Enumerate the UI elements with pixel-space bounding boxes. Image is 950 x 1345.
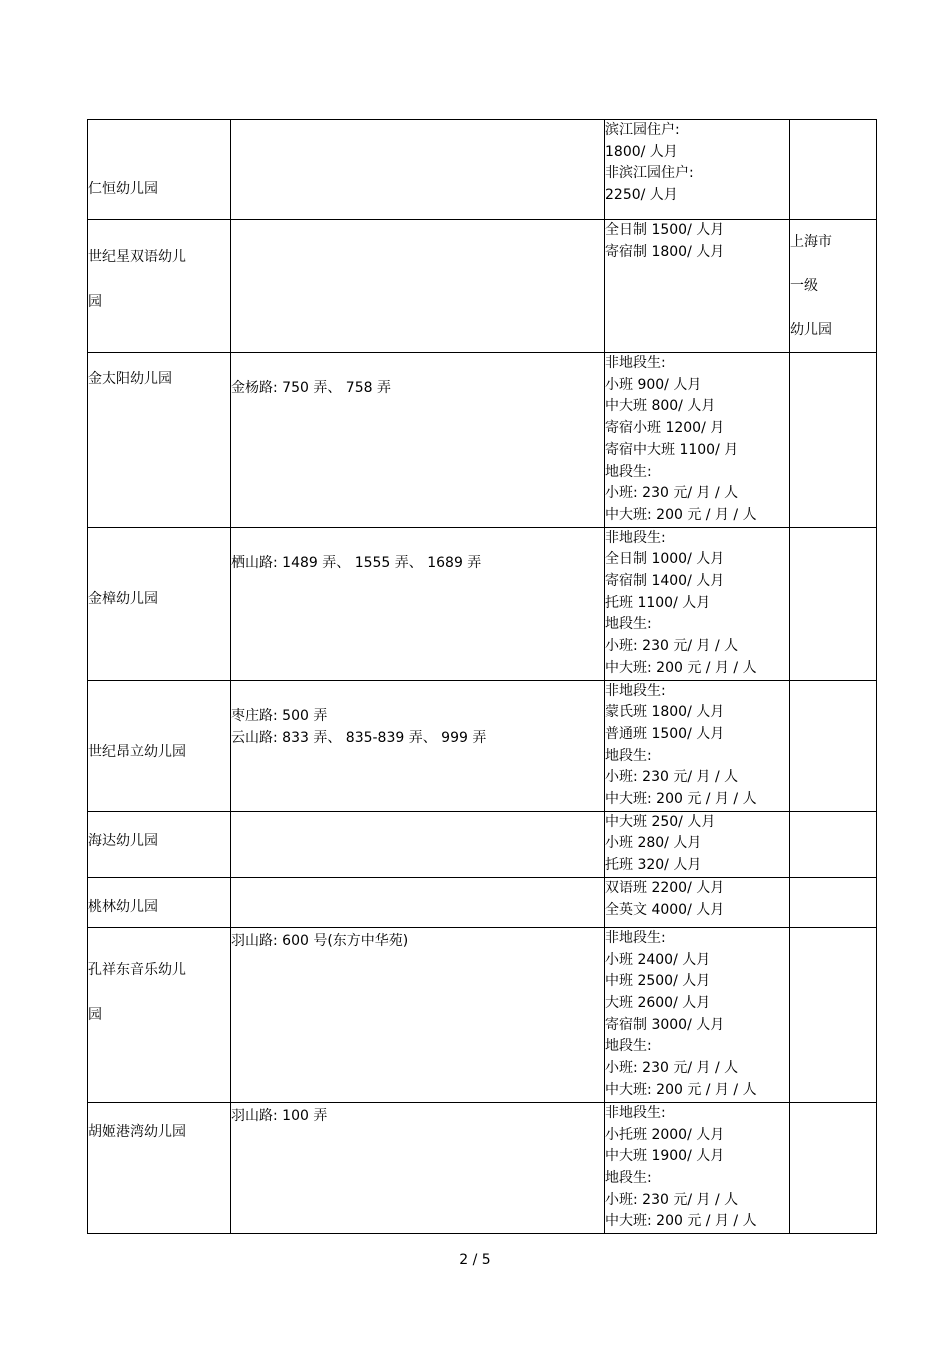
rank-cell-line: 一级 [790,278,818,294]
fee-cell-line: 非地段生: [605,929,666,946]
rank-cell [790,680,877,811]
kindergarten-name-cell [88,220,231,353]
fee-cell-line: 滨江园住户: [605,122,680,138]
fee-cell-line: 普通班 1500/ 人月 [605,725,725,742]
kindergarten-table [87,119,877,1234]
fee-cell-line: 寄宿制 1800/ 人月 [605,243,725,260]
kindergarten-name-cell [88,811,231,877]
fee-cell-line: 1800/ 人月 [605,143,678,160]
kindergarten-name-cell [88,927,231,1102]
kindergarten-name-cell-line: 世纪星双语幼儿 [88,249,186,265]
table-row [88,527,877,680]
kindergarten-name-cell-line: 海达幼儿园 [88,832,158,849]
kindergarten-name-cell [88,120,231,220]
rank-cell-line: 幼儿园 [790,322,832,338]
fee-cell [605,353,790,528]
address-cell-line: 栖山路: 1489 弄、 1555 弄、 1689 弄 [231,554,482,571]
kindergarten-name-cell-line: 世纪昂立幼儿园 [88,743,186,760]
address-cell [231,811,605,877]
fee-cell-line: 托班 320/ 人月 [605,857,702,874]
table-row [88,353,877,528]
rank-cell [790,877,877,927]
fee-cell-line: 地段生: [605,616,652,633]
table-row [88,877,877,927]
address-cell [231,1102,605,1233]
fee-cell-line: 寄宿小班 1200/ 月 [605,420,725,437]
kindergarten-name-cell-line: 仁恒幼儿园 [88,181,158,197]
fee-cell [605,220,790,353]
fee-cell-line: 中大班 250/ 人月 [605,813,716,830]
fee-cell-line: 中班 2500/ 人月 [605,973,711,990]
table-row [88,680,877,811]
fee-cell [605,927,790,1102]
fee-cell-line: 寄宿制 1400/ 人月 [605,573,725,590]
fee-cell-line: 地段生: [605,463,652,480]
kindergarten-name-cell-line: 园 [88,294,102,310]
fee-cell-line: 全英文 4000/ 人月 [605,901,725,918]
rank-cell-line: 上海市 [790,234,832,250]
kindergarten-name-cell-line: 胡姬港湾幼儿园 [88,1123,186,1140]
address-cell-line: 羽山路: 100 弄 [231,1107,328,1124]
page-number: 2 / 5 [459,1252,491,1268]
fee-cell-line: 地段生: [605,1038,652,1055]
address-cell-line: 枣庄路: 500 弄 [231,707,328,724]
kindergarten-name-cell [88,877,231,927]
fee-cell-line: 中大班: 200 元 / 月 / 人 [605,791,757,808]
kindergarten-name-cell-line: 桃林幼儿园 [88,898,158,915]
fee-cell-line: 地段生: [605,1169,652,1186]
fee-cell-line: 中大班: 200 元 / 月 / 人 [605,659,757,676]
fee-cell-line: 非地段生: [605,355,666,371]
fee-cell-line: 寄宿中大班 1100/ 月 [605,441,739,458]
fee-cell-line: 中大班 1900/ 人月 [605,1148,725,1165]
fee-cell-line: 小班: 230 元/ 月 / 人 [605,485,739,502]
fee-cell [605,811,790,877]
fee-cell-line: 小班: 230 元/ 月 / 人 [605,1060,739,1077]
kindergarten-name-cell [88,680,231,811]
fee-cell-line: 小托班 2000/ 人月 [605,1126,725,1143]
kindergarten-name-cell-line: 孔祥东音乐幼儿 [88,961,186,978]
rank-cell [790,927,877,1102]
fee-cell-line: 全日制 1500/ 人月 [605,222,725,238]
fee-cell-line: 非滨江园住户: [605,165,694,182]
fee-cell-line: 中大班: 200 元 / 月 / 人 [605,1081,757,1098]
fee-cell-line: 大班 2600/ 人月 [605,994,711,1011]
address-cell [231,353,605,528]
fee-cell-line: 小班 2400/ 人月 [605,951,711,968]
rank-cell [790,527,877,680]
rank-cell [790,220,877,353]
kindergarten-name-cell [88,353,231,528]
fee-cell [605,527,790,680]
address-cell-line: 羽山路: 600 号(东方中华苑) [231,932,409,949]
fee-cell-line: 小班: 230 元/ 月 / 人 [605,769,739,786]
address-cell [231,927,605,1102]
rank-cell [790,811,877,877]
fee-cell-line: 寄宿制 3000/ 人月 [605,1016,725,1033]
fee-cell-line: 非地段生: [605,1104,666,1121]
kindergarten-name-cell-line: 园 [88,1006,102,1023]
kindergarten-name-cell-line: 金樟幼儿园 [88,590,158,607]
fee-cell [605,680,790,811]
fee-cell-line: 非地段生: [605,682,666,699]
fee-cell-line: 全日制 1000/ 人月 [605,551,725,568]
kindergarten-name-cell [88,1102,231,1233]
fee-cell [605,1102,790,1233]
address-cell [231,120,605,220]
fee-cell-line: 地段生: [605,747,652,764]
table-row [88,120,877,220]
rank-cell [790,353,877,528]
address-cell [231,220,605,353]
fee-cell [605,877,790,927]
fee-cell-line: 小班 280/ 人月 [605,835,702,852]
fee-cell-line: 小班: 230 元/ 月 / 人 [605,638,739,655]
fee-cell-line: 托班 1100/ 人月 [605,594,711,611]
kindergarten-name-cell [88,527,231,680]
fee-cell-line: 蒙氏班 1800/ 人月 [605,704,725,721]
address-cell-line: 金杨路: 750 弄、 758 弄 [231,380,391,396]
table-body [88,120,877,1234]
address-cell-line: 云山路: 833 弄、 835-839 弄、 999 弄 [231,729,487,746]
fee-cell-line: 双语班 2200/ 人月 [605,879,725,896]
table-row [88,1102,877,1233]
table-row [88,220,877,353]
rank-cell [790,1102,877,1233]
fee-cell-line: 中大班: 200 元 / 月 / 人 [605,506,757,523]
kindergarten-name-cell-line: 金太阳幼儿园 [88,371,172,387]
fee-cell-line: 中大班 800/ 人月 [605,398,716,415]
table-row [88,927,877,1102]
table-row [88,811,877,877]
fee-cell [605,120,790,220]
fee-cell-line: 中大班: 200 元 / 月 / 人 [605,1213,757,1230]
address-cell [231,877,605,927]
fee-cell-line: 小班: 230 元/ 月 / 人 [605,1191,739,1208]
rank-cell [790,120,877,220]
address-cell [231,680,605,811]
fee-cell-line: 2250/ 人月 [605,187,678,204]
address-cell [231,527,605,680]
fee-cell-line: 非地段生: [605,529,666,546]
fee-cell-line: 小班 900/ 人月 [605,376,702,393]
